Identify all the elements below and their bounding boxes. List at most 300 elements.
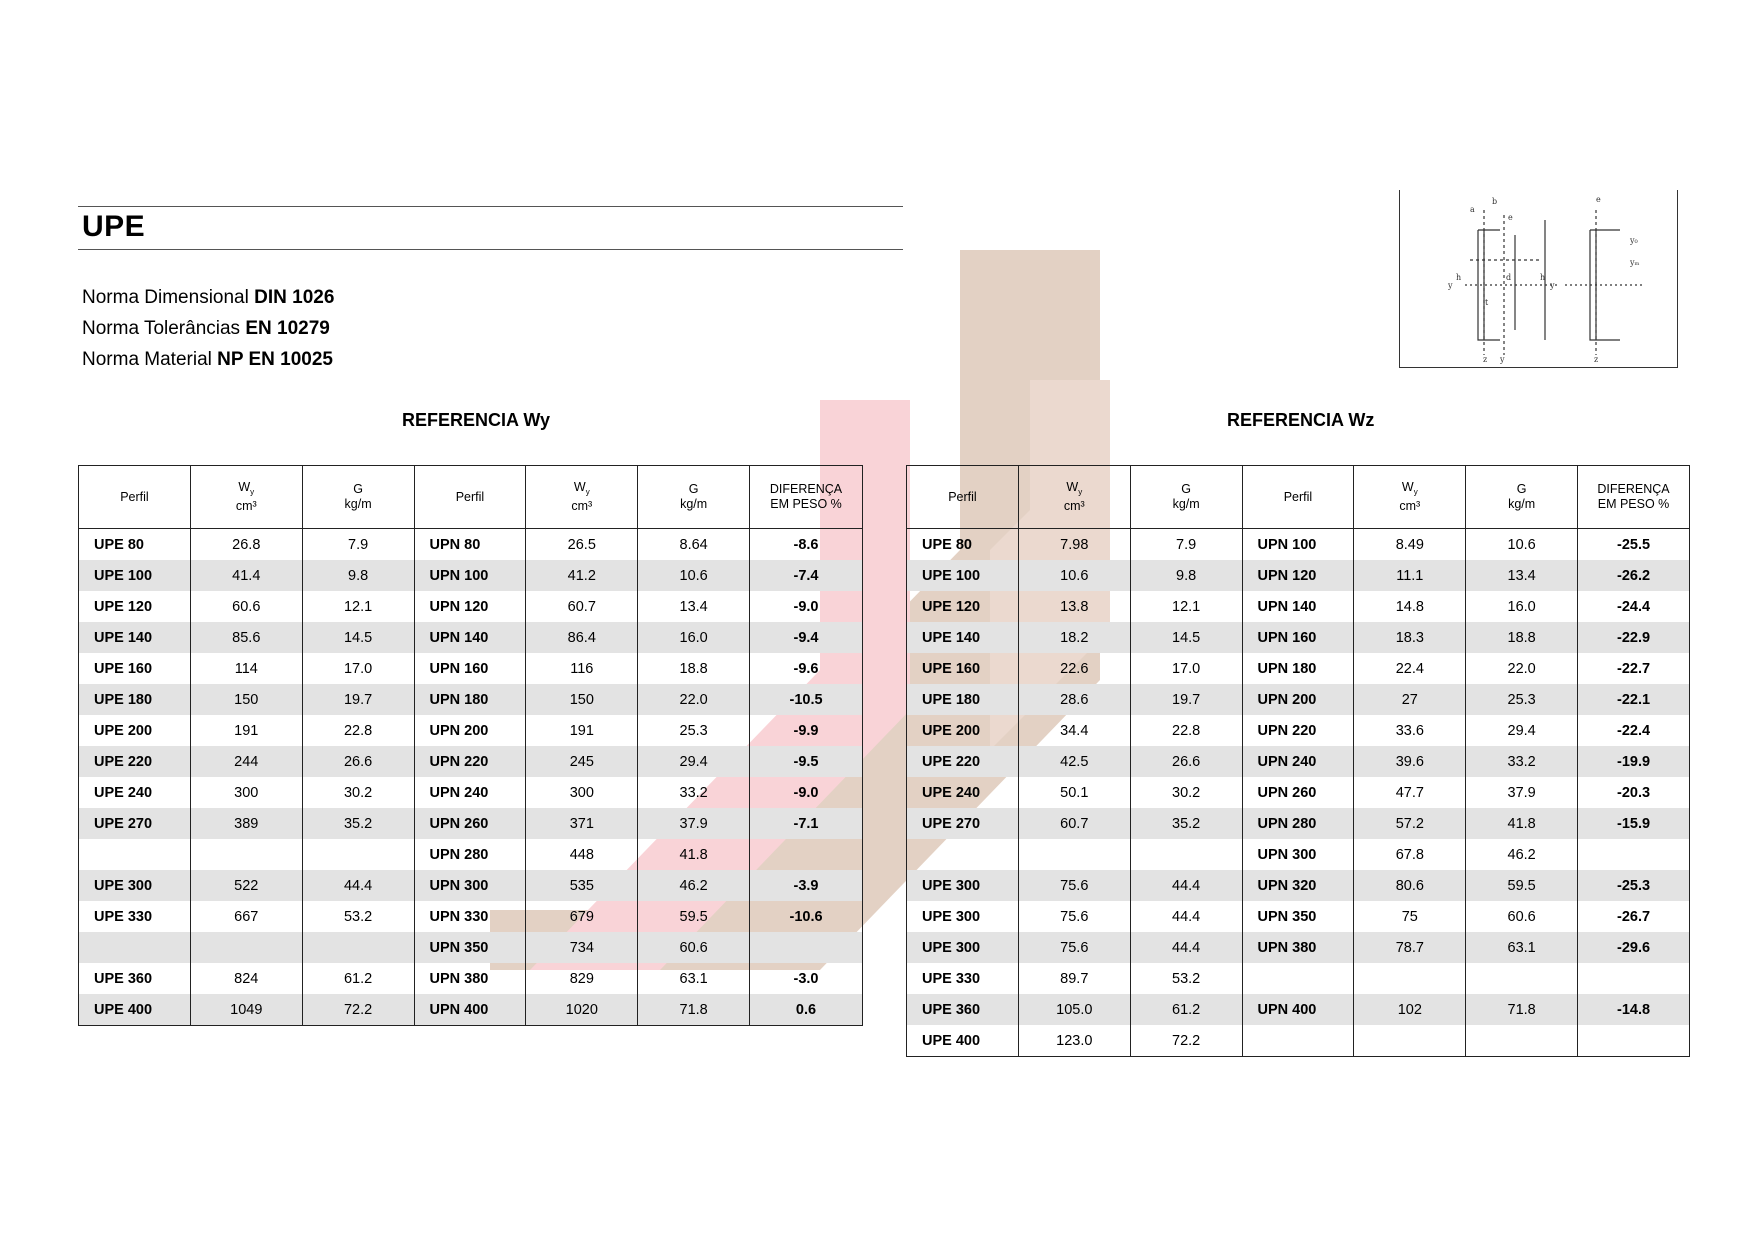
table-row xyxy=(79,684,863,715)
table-row xyxy=(79,870,863,901)
table-row xyxy=(907,715,1690,746)
column-header: $W_y$ cm³ xyxy=(1018,466,1130,529)
table-cell: 44.4 xyxy=(1130,901,1242,932)
table-cell: UPN 160 xyxy=(414,653,526,684)
right-table-heading: REFERENCIA Wz xyxy=(1227,410,1375,430)
table-cell: 13.4 xyxy=(1466,560,1578,591)
channel-section-drawing xyxy=(1400,190,1677,367)
table-cell xyxy=(1130,839,1242,870)
table-cell: UPN 260 xyxy=(1242,777,1354,808)
table-row xyxy=(79,932,863,963)
table-cell: 25.3 xyxy=(638,715,750,746)
table-cell: 41.2 xyxy=(526,560,638,591)
table-cell: 75.6 xyxy=(1018,901,1130,932)
table-cell: 30.2 xyxy=(1130,777,1242,808)
table-cell: 13.8 xyxy=(1018,591,1130,622)
column-header: Perfil xyxy=(414,466,526,529)
table-cell xyxy=(302,839,414,870)
table-cell: 60.6 xyxy=(1466,901,1578,932)
table-cell: 33.6 xyxy=(1354,715,1466,746)
table-cell: UPN 350 xyxy=(1242,901,1354,932)
table-cell: 86.4 xyxy=(526,622,638,653)
table-cell: 41.4 xyxy=(190,560,302,591)
table-cell xyxy=(1466,1025,1578,1057)
table-cell: UPE 400 xyxy=(79,994,191,1026)
table-cell: 26.8 xyxy=(190,529,302,561)
table-cell: -25.3 xyxy=(1578,870,1690,901)
table-cell: 80.6 xyxy=(1354,870,1466,901)
column-header: $W_y$ cm³ xyxy=(1354,466,1466,529)
table-cell: 35.2 xyxy=(302,808,414,839)
table-cell: UPN 280 xyxy=(414,839,526,870)
table-cell: 17.0 xyxy=(1130,653,1242,684)
table-cell: UPN 100 xyxy=(414,560,526,591)
table-cell: UPE 160 xyxy=(907,653,1019,684)
table-cell xyxy=(1578,839,1690,870)
table-cell: UPE 200 xyxy=(79,715,191,746)
dim-a-label: a xyxy=(1470,205,1475,214)
table-cell: 522 xyxy=(190,870,302,901)
table-row xyxy=(907,622,1690,653)
norm-material: Norma Material NP EN 10025 xyxy=(82,349,333,370)
table-cell: 14.5 xyxy=(302,622,414,653)
table-cell: 30.2 xyxy=(302,777,414,808)
table-cell: -9.5 xyxy=(750,746,863,777)
table-cell: 150 xyxy=(190,684,302,715)
table-cell xyxy=(907,839,1019,870)
table-cell: 26.6 xyxy=(302,746,414,777)
table-cell: 25.3 xyxy=(1466,684,1578,715)
table-cell: 34.4 xyxy=(1018,715,1130,746)
table-cell: UPE 100 xyxy=(79,560,191,591)
column-header: DIFERENÇA EM PESO % xyxy=(1578,466,1690,529)
table-cell: 44.4 xyxy=(1130,870,1242,901)
table-cell: 41.8 xyxy=(638,839,750,870)
svg-text:e: e xyxy=(1508,213,1513,222)
table-cell: 14.8 xyxy=(1354,591,1466,622)
table-cell: UPN 120 xyxy=(1242,560,1354,591)
table-cell: -20.3 xyxy=(1578,777,1690,808)
table-cell: UPN 400 xyxy=(1242,994,1354,1025)
table-cell xyxy=(750,932,863,963)
table-row xyxy=(79,994,863,1026)
table-cell: 829 xyxy=(526,963,638,994)
table-cell: 72.2 xyxy=(1130,1025,1242,1057)
table-cell: -26.7 xyxy=(1578,901,1690,932)
table-cell: UPN 320 xyxy=(1242,870,1354,901)
table-cell: 22.8 xyxy=(1130,715,1242,746)
table-cell: 18.8 xyxy=(638,653,750,684)
table-cell: 300 xyxy=(526,777,638,808)
table-cell: 18.8 xyxy=(1466,622,1578,653)
table-cell: 448 xyxy=(526,839,638,870)
svg-text:z: z xyxy=(1594,355,1599,364)
norm-tolerancias: Norma Tolerâncias EN 10279 xyxy=(82,318,330,339)
table-cell: 67.8 xyxy=(1354,839,1466,870)
table-cell: -9.0 xyxy=(750,777,863,808)
table-cell: 44.4 xyxy=(1130,932,1242,963)
table-cell: UPN 300 xyxy=(414,870,526,901)
table-row xyxy=(907,1025,1690,1057)
table-cell: UPE 300 xyxy=(79,870,191,901)
table-cell xyxy=(1578,963,1690,994)
svg-text:t: t xyxy=(1485,298,1489,307)
table-cell: UPN 380 xyxy=(414,963,526,994)
table-cell: -15.9 xyxy=(1578,808,1690,839)
table-cell: -29.6 xyxy=(1578,932,1690,963)
table-cell xyxy=(1578,1025,1690,1057)
table-cell: 123.0 xyxy=(1018,1025,1130,1057)
table-cell: UPE 270 xyxy=(79,808,191,839)
table-cell: 53.2 xyxy=(302,901,414,932)
table-row xyxy=(907,684,1690,715)
table-cell: 22.4 xyxy=(1354,653,1466,684)
table-cell: 10.6 xyxy=(1018,560,1130,591)
table-cell: UPN 220 xyxy=(1242,715,1354,746)
table-cell: 17.0 xyxy=(302,653,414,684)
table-cell: -19.9 xyxy=(1578,746,1690,777)
table-cell: UPN 240 xyxy=(1242,746,1354,777)
table-cell: 37.9 xyxy=(1466,777,1578,808)
table-row xyxy=(79,591,863,622)
table-cell: UPN 140 xyxy=(414,622,526,653)
table-cell: 57.2 xyxy=(1354,808,1466,839)
table-cell: UPE 220 xyxy=(79,746,191,777)
table-cell: 0.6 xyxy=(750,994,863,1026)
table-cell: 60.7 xyxy=(526,591,638,622)
table-cell: 19.7 xyxy=(1130,684,1242,715)
table-cell: 105.0 xyxy=(1018,994,1130,1025)
table-row xyxy=(79,808,863,839)
table-cell: 22.6 xyxy=(1018,653,1130,684)
table-cell: UPE 300 xyxy=(907,901,1019,932)
column-header: G kg/m xyxy=(302,466,414,529)
table-cell: UPE 330 xyxy=(907,963,1019,994)
table-cell: 10.6 xyxy=(1466,529,1578,561)
column-header: Perfil xyxy=(1242,466,1354,529)
column-header: Perfil xyxy=(907,466,1019,529)
page-title: UPE xyxy=(82,210,146,243)
table-header-row xyxy=(79,466,863,529)
table-cell: 12.1 xyxy=(1130,591,1242,622)
table-cell: UPN 350 xyxy=(414,932,526,963)
table-cell: 63.1 xyxy=(1466,932,1578,963)
table-row xyxy=(907,808,1690,839)
table-cell: 78.7 xyxy=(1354,932,1466,963)
table-cell xyxy=(190,839,302,870)
table-row xyxy=(907,901,1690,932)
table-cell: UPE 140 xyxy=(79,622,191,653)
table-cell xyxy=(190,932,302,963)
table-cell: UPN 330 xyxy=(414,901,526,932)
table-cell xyxy=(1466,963,1578,994)
table-cell: 71.8 xyxy=(1466,994,1578,1025)
table-cell: 150 xyxy=(526,684,638,715)
table-cell: 371 xyxy=(526,808,638,839)
table-row xyxy=(79,839,863,870)
table-cell: 18.2 xyxy=(1018,622,1130,653)
column-header: G kg/m xyxy=(638,466,750,529)
svg-text:e: e xyxy=(1596,195,1601,204)
table-header-row xyxy=(907,466,1690,529)
table-row xyxy=(907,560,1690,591)
table-cell: 41.8 xyxy=(1466,808,1578,839)
table-cell: 33.2 xyxy=(1466,746,1578,777)
table-row xyxy=(79,963,863,994)
table-cell: 35.2 xyxy=(1130,808,1242,839)
table-cell: 7.9 xyxy=(1130,529,1242,561)
table-cell: 27 xyxy=(1354,684,1466,715)
table-cell: 26.5 xyxy=(526,529,638,561)
table-cell: UPE 200 xyxy=(907,715,1019,746)
svg-text:h: h xyxy=(1540,273,1546,282)
table-cell: 16.0 xyxy=(638,622,750,653)
table-cell: UPE 180 xyxy=(79,684,191,715)
table-cell: 13.4 xyxy=(638,591,750,622)
table-cell: 28.6 xyxy=(1018,684,1130,715)
table-cell: 42.5 xyxy=(1018,746,1130,777)
table-cell: 89.7 xyxy=(1018,963,1130,994)
table-row xyxy=(907,591,1690,622)
table-cell: 75.6 xyxy=(1018,932,1130,963)
table-cell: UPE 240 xyxy=(79,777,191,808)
table-cell: 18.3 xyxy=(1354,622,1466,653)
table-cell: 10.6 xyxy=(638,560,750,591)
table-cell: -3.0 xyxy=(750,963,863,994)
table-cell: 59.5 xyxy=(1466,870,1578,901)
table-cell: -10.6 xyxy=(750,901,863,932)
table-cell: 191 xyxy=(190,715,302,746)
column-header: $W_y$ cm³ xyxy=(190,466,302,529)
table-cell: -7.1 xyxy=(750,808,863,839)
dim-b-label: b xyxy=(1492,197,1498,206)
table-cell: -26.2 xyxy=(1578,560,1690,591)
table-cell: 116 xyxy=(526,653,638,684)
table-cell: UPE 180 xyxy=(907,684,1019,715)
table-cell: 8.64 xyxy=(638,529,750,561)
table-cell: UPE 270 xyxy=(907,808,1019,839)
table-cell: 75 xyxy=(1354,901,1466,932)
table-cell: UPN 240 xyxy=(414,777,526,808)
table-cell: 535 xyxy=(526,870,638,901)
table-cell: UPN 400 xyxy=(414,994,526,1026)
column-header: DIFERENÇA EM PESO % xyxy=(750,466,863,529)
table-row xyxy=(79,653,863,684)
table-cell: 60.6 xyxy=(638,932,750,963)
table-cell: UPN 280 xyxy=(1242,808,1354,839)
table-cell: UPE 360 xyxy=(907,994,1019,1025)
table-row xyxy=(79,529,863,561)
svg-text:y₀: y₀ xyxy=(1630,236,1638,245)
table-cell: UPE 80 xyxy=(907,529,1019,561)
table-cell xyxy=(1242,1025,1354,1057)
column-header: Perfil xyxy=(79,466,191,529)
table-cell: 19.7 xyxy=(302,684,414,715)
table-cell: 29.4 xyxy=(1466,715,1578,746)
table-cell: UPE 360 xyxy=(79,963,191,994)
svg-text:z: z xyxy=(1483,355,1488,364)
table-cell: UPN 100 xyxy=(1242,529,1354,561)
table-cell: 72.2 xyxy=(302,994,414,1026)
svg-text:yₘ: yₘ xyxy=(1630,258,1640,267)
table-cell: -9.6 xyxy=(750,653,863,684)
table-cell: UPE 80 xyxy=(79,529,191,561)
table-row xyxy=(907,932,1690,963)
table-cell: 22.0 xyxy=(638,684,750,715)
table-cell: 11.1 xyxy=(1354,560,1466,591)
table-cell: 8.49 xyxy=(1354,529,1466,561)
table-cell: UPN 160 xyxy=(1242,622,1354,653)
table-cell: 50.1 xyxy=(1018,777,1130,808)
table-cell: 14.5 xyxy=(1130,622,1242,653)
table-cell: UPE 140 xyxy=(907,622,1019,653)
table-cell: 63.1 xyxy=(638,963,750,994)
table-cell: 37.9 xyxy=(638,808,750,839)
column-header: $W_y$ cm³ xyxy=(526,466,638,529)
table-row xyxy=(79,901,863,932)
table-row xyxy=(79,622,863,653)
table-cell: UPE 120 xyxy=(907,591,1019,622)
table-cell: 1049 xyxy=(190,994,302,1026)
table-cell: -10.5 xyxy=(750,684,863,715)
table-cell: 26.6 xyxy=(1130,746,1242,777)
svg-text:y: y xyxy=(1550,281,1555,290)
table-cell: 679 xyxy=(526,901,638,932)
table-cell: 7.98 xyxy=(1018,529,1130,561)
column-header: G kg/m xyxy=(1130,466,1242,529)
table-cell: -9.0 xyxy=(750,591,863,622)
table-cell: 61.2 xyxy=(302,963,414,994)
table-cell: 46.2 xyxy=(1466,839,1578,870)
table-cell xyxy=(79,932,191,963)
table-cell xyxy=(302,932,414,963)
table-cell: 102 xyxy=(1354,994,1466,1025)
table-row xyxy=(907,746,1690,777)
table-cell: 245 xyxy=(526,746,638,777)
table-cell: 44.4 xyxy=(302,870,414,901)
table-cell: -22.1 xyxy=(1578,684,1690,715)
table-cell: 7.9 xyxy=(302,529,414,561)
table-cell: 85.6 xyxy=(190,622,302,653)
table-cell: 75.6 xyxy=(1018,870,1130,901)
table-row xyxy=(79,715,863,746)
right-data-table xyxy=(906,465,1690,1057)
table-cell: 12.1 xyxy=(302,591,414,622)
table-cell: UPN 140 xyxy=(1242,591,1354,622)
table-cell: 9.8 xyxy=(302,560,414,591)
table-cell: 734 xyxy=(526,932,638,963)
table-cell: UPE 300 xyxy=(907,870,1019,901)
table-cell: 60.7 xyxy=(1018,808,1130,839)
table-cell: UPN 180 xyxy=(1242,653,1354,684)
table-cell: -9.9 xyxy=(750,715,863,746)
left-table-heading: REFERENCIA Wy xyxy=(402,410,551,430)
table-row xyxy=(79,777,863,808)
table-cell: 59.5 xyxy=(638,901,750,932)
table-cell: UPE 100 xyxy=(907,560,1019,591)
table-cell: UPE 330 xyxy=(79,901,191,932)
table-cell: 71.8 xyxy=(638,994,750,1026)
table-cell: 9.8 xyxy=(1130,560,1242,591)
table-cell: 1020 xyxy=(526,994,638,1026)
table-cell: 53.2 xyxy=(1130,963,1242,994)
table-cell: UPN 200 xyxy=(1242,684,1354,715)
table-row xyxy=(907,653,1690,684)
table-cell: 46.2 xyxy=(638,870,750,901)
table-cell: -22.7 xyxy=(1578,653,1690,684)
table-cell xyxy=(1018,839,1130,870)
title-rule xyxy=(78,249,903,250)
table-cell: UPN 260 xyxy=(414,808,526,839)
table-cell: 824 xyxy=(190,963,302,994)
table-cell xyxy=(1354,1025,1466,1057)
table-cell: 39.6 xyxy=(1354,746,1466,777)
table-cell: UPE 240 xyxy=(907,777,1019,808)
column-header: G kg/m xyxy=(1466,466,1578,529)
svg-text:d: d xyxy=(1506,273,1512,282)
table-cell: UPN 80 xyxy=(414,529,526,561)
table-row xyxy=(79,560,863,591)
table-cell: UPN 300 xyxy=(1242,839,1354,870)
table-row xyxy=(907,870,1690,901)
table-cell: 191 xyxy=(526,715,638,746)
table-cell: UPE 220 xyxy=(907,746,1019,777)
table-cell xyxy=(750,839,863,870)
table-cell xyxy=(1242,963,1354,994)
table-cell: UPN 120 xyxy=(414,591,526,622)
table-cell: UPE 400 xyxy=(907,1025,1019,1057)
table-cell: 389 xyxy=(190,808,302,839)
svg-text:y: y xyxy=(1500,355,1505,364)
table-cell xyxy=(1354,963,1466,994)
table-cell: 16.0 xyxy=(1466,591,1578,622)
table-cell: 667 xyxy=(190,901,302,932)
table-row xyxy=(907,963,1690,994)
table-cell: UPE 120 xyxy=(79,591,191,622)
table-cell: UPN 380 xyxy=(1242,932,1354,963)
table-cell: -3.9 xyxy=(750,870,863,901)
table-cell: -24.4 xyxy=(1578,591,1690,622)
table-cell: 300 xyxy=(190,777,302,808)
table-cell: UPN 200 xyxy=(414,715,526,746)
table-cell: -25.5 xyxy=(1578,529,1690,561)
table-cell: 61.2 xyxy=(1130,994,1242,1025)
table-cell: -22.4 xyxy=(1578,715,1690,746)
table-cell: UPE 300 xyxy=(907,932,1019,963)
table-row xyxy=(907,777,1690,808)
table-cell: -7.4 xyxy=(750,560,863,591)
table-row xyxy=(907,839,1690,870)
table-cell: 244 xyxy=(190,746,302,777)
norm-dimensional: Norma Dimensional DIN 1026 xyxy=(82,287,335,308)
table-cell: -22.9 xyxy=(1578,622,1690,653)
table-cell: 33.2 xyxy=(638,777,750,808)
table-cell: 114 xyxy=(190,653,302,684)
svg-text:h: h xyxy=(1456,273,1462,282)
table-cell: 22.0 xyxy=(1466,653,1578,684)
profile-diagram xyxy=(1399,190,1678,368)
table-cell: -14.8 xyxy=(1578,994,1690,1025)
table-cell: 29.4 xyxy=(638,746,750,777)
table-row xyxy=(907,994,1690,1025)
table-cell xyxy=(79,839,191,870)
left-data-table xyxy=(78,465,863,1026)
table-cell: UPN 220 xyxy=(414,746,526,777)
table-cell: 47.7 xyxy=(1354,777,1466,808)
table-cell: 22.8 xyxy=(302,715,414,746)
table-cell: -9.4 xyxy=(750,622,863,653)
table-cell: UPE 160 xyxy=(79,653,191,684)
